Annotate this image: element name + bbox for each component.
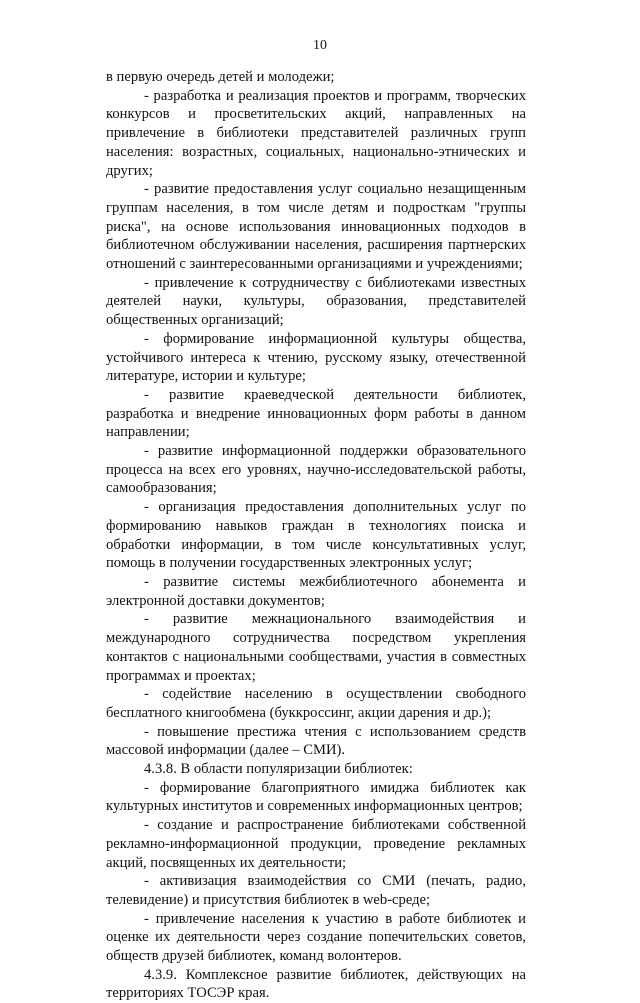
page-number: 10 — [313, 38, 327, 53]
paragraph: - развитие системы межбиблиотечного абонемента и электронной доставки документов; — [106, 573, 526, 609]
paragraph: - формирование благоприятного имиджа библиотек как культурных институтов и современных информационных центров; — [106, 779, 526, 815]
paragraph: - активизация взаимодействия со СМИ (печать, радио, телевидение) и присутствия библиотек в web-среде; — [106, 873, 526, 908]
section-heading: 4.3.8. В области популяризации библиотек: — [144, 761, 413, 778]
paragraph: - организация предоставления дополнительных услуг по формированию навыков граждан в технологиях поиска и обработки информации, в том числе консультативных услуг, помощь в получении государственных электронных услуг; — [106, 499, 526, 572]
document-body — [106, 68, 526, 1003]
paragraph: - развитие межнационального взаимодействия и международного сотрудничества посредством укрепления контактов с национальными сообществами, участия в совместных программах и проектах; — [106, 611, 526, 684]
paragraph: - привлечение к сотрудничеству с библиотеками известных деятелей науки, культуры, образования, представителей общественных организаций; — [106, 274, 526, 329]
paragraph: - создание и распространение библиотеками собственной рекламно-информационной продукции, проведение рекламных акций, посвященных их деятельности; — [106, 817, 526, 871]
paragraph: в первую очередь детей и молодежи; — [106, 69, 335, 85]
paragraph: - повышение престижа чтения с использованием средств массовой информации (далее – СМИ). — [106, 723, 526, 759]
paragraph: - развитие предоставления услуг социально незащищенным группам населения, в том числе детям и подросткам "группы риска", на основе использования инновационных подходов в библиотечном обслуживании населения, расширения партнерских отношений с заинтересованными организациями и учреждениями; — [106, 181, 526, 273]
paragraph: - разработка и реализация проектов и программ, творческих конкурсов и просветительских акций, направленных на привлечение в библиотеки представителей различных групп населения: возрастных, социальных, национально-этнических и других; — [106, 87, 526, 179]
paragraph: - содействие населению в осуществлении свободного бесплатного книгообмена (буккроссинг, акции дарения и др.); — [106, 686, 526, 721]
paragraph: - развитие краеведческой деятельности библиотек, разработка и внедрение инновационных форм работы в данном направлении; — [106, 386, 526, 441]
paragraph: - формирование информационной культуры общества, устойчивого интереса к чтению, русскому языку, отечественной литературе, истории и культуре; — [106, 330, 526, 385]
paragraph: - развитие информационной поддержки образовательного процесса на всех его уровнях, научно-исследовательской работы, самообразования; — [106, 443, 526, 497]
paragraph: - привлечение населения к участию в работе библиотек и оценке их деятельности через создание попечительских советов, обществ друзей библиотек, команд волонтеров. — [106, 910, 526, 965]
section-heading: 4.3.9. Комплексное развитие библиотек, действующих на территориях ТОСЭР края. — [106, 966, 526, 1002]
